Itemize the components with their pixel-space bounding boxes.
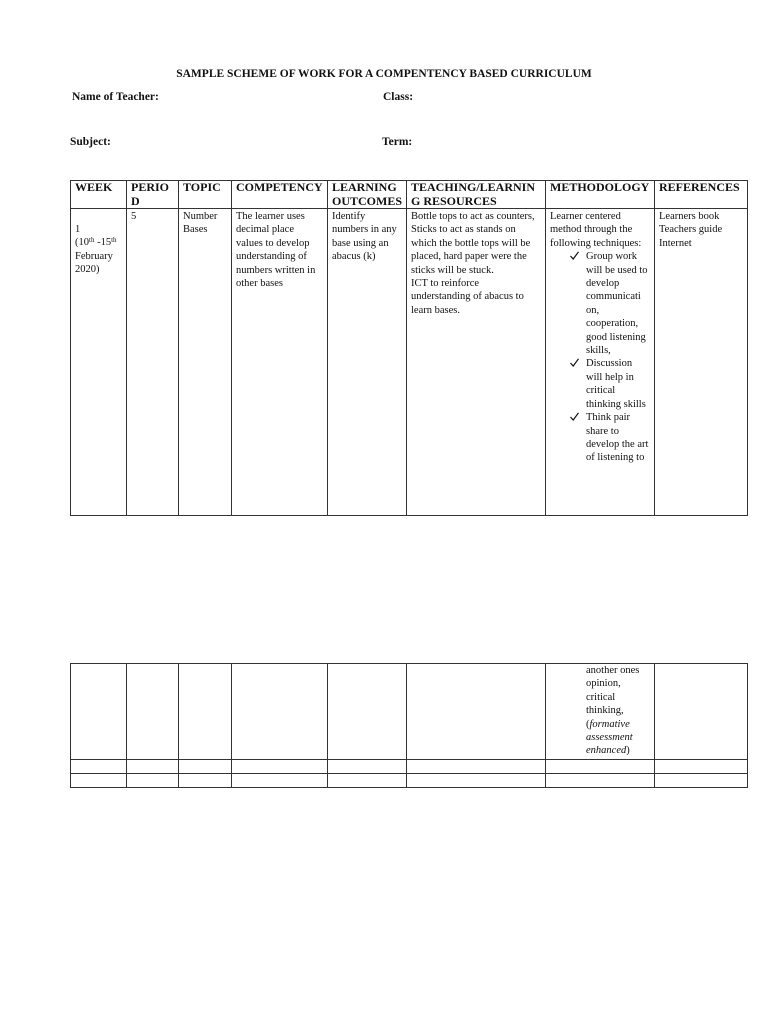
cell-topic: Number Bases [179,209,232,516]
list-item: Group work will be used to develop communicati on, cooperation, good listening skills, [586,250,650,357]
cell-week [71,209,127,516]
scheme-of-work-table-continued [70,663,748,788]
week-number: 1 [75,224,81,235]
header-learning-outcomes: LEARNING OUTCOMES [328,181,407,209]
resource-item: ICT to reinforce understanding of abacus to learn bases. [411,278,524,316]
scheme-of-work-table [70,180,748,516]
header-week: WEEK [71,181,127,209]
table-row [71,664,748,760]
cell-methodology [546,209,655,516]
cell-period: 5 [127,209,179,516]
header-references: REFERENCES [655,181,748,209]
teacher-name-label: Name of Teacher: [72,91,159,103]
cell-competency: The learner uses decimal place values to develop understanding of numbers written in other bases [232,209,328,516]
table-row [71,759,748,773]
document-title: SAMPLE SCHEME OF WORK FOR A COMPENTENCY BASED CURRICULUM [176,68,592,80]
reference-item: Learners book [659,211,720,222]
class-label: Class: [383,91,414,103]
methodology-list [550,250,650,465]
week-dates: (10th -15th February 2020) [75,236,117,276]
cell-methodology-continued: another ones opinion, critical thinking, (formative assessment enhanced) [546,664,655,760]
methodology-intro: Learner centered method through the following techniques: [550,211,642,249]
term-label: Term: [382,136,413,148]
cell-references [655,209,748,516]
resource-item: Bottle tops to act as counters, [411,211,535,222]
header-competency: COMPETENCY [232,181,328,209]
table-row [71,773,748,787]
cell-learning-outcomes: Identify numbers in any base using an abacus (k) [328,209,407,516]
header-resources: TEACHING/LEARNIN G RESOURCES [407,181,546,209]
header-row [71,181,748,209]
list-item: Think pair share to develop the art of listening to [586,411,650,465]
check-icon [569,411,580,422]
header-period: PERIO D [127,181,179,209]
list-item: Discussion will help in critical thinking skills [586,357,650,411]
header-methodology: METHODOLOGY [546,181,655,209]
reference-item: Teachers guide [659,224,723,236]
check-icon [569,250,580,261]
header-topic: TOPIC [179,181,232,209]
reference-item: Internet [659,237,692,249]
subject-label: Subject: [70,136,111,148]
check-icon [569,357,580,368]
cell-resources [407,209,546,516]
resource-item: Sticks to act as stands on which the bottle tops will be placed, hard paper were the sticks will be stuck. [411,224,531,276]
table-row [71,209,748,516]
